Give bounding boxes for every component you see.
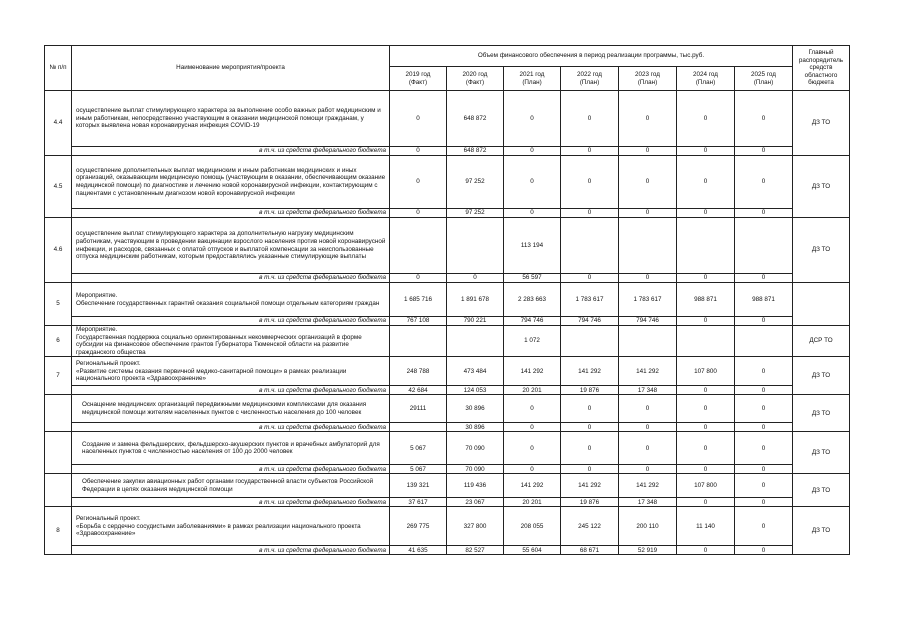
fed-value-cell: 97 252	[447, 209, 504, 218]
fed-value-cell: 0	[504, 209, 561, 218]
header-year	[447, 67, 504, 91]
table-row	[45, 283, 850, 317]
fed-value-cell: 41 635	[390, 546, 447, 555]
fed-value-cell: 0	[735, 498, 793, 507]
value-cell: 0	[735, 395, 793, 423]
value-cell: 208 055	[504, 507, 561, 546]
row-number: 8	[45, 507, 72, 555]
fed-budget-label: в т.ч. из средств федерального бюджета	[72, 546, 390, 555]
value-cell: 0	[735, 474, 793, 498]
fed-value-cell: 0	[561, 209, 619, 218]
header-year-kind: (План)	[579, 78, 600, 86]
header-year-label: 2023 год	[635, 70, 660, 78]
value-cell: 1 072	[504, 326, 561, 357]
value-cell: 0	[390, 156, 447, 209]
manager-cell: ДЗ ТО	[793, 218, 850, 283]
fed-value-cell: 0	[677, 465, 735, 474]
manager-cell	[793, 283, 850, 326]
manager-cell: ДЗ ТО	[793, 357, 850, 395]
value-cell	[447, 326, 504, 357]
fed-value-cell: 0	[561, 465, 619, 474]
table-row	[45, 474, 850, 498]
header-year-label: 2020 год	[462, 70, 488, 78]
value-cell: 0	[677, 395, 735, 423]
header-year-kind: (План)	[695, 78, 716, 86]
header-year	[735, 67, 793, 91]
table-row	[45, 156, 850, 209]
fed-value-cell: 0	[447, 274, 504, 283]
fed-value-cell: 17 348	[619, 498, 677, 507]
value-cell: 0	[561, 432, 619, 465]
value-cell: 141 292	[504, 474, 561, 498]
value-cell: 0	[677, 91, 735, 147]
value-cell: 139 321	[390, 474, 447, 498]
value-cell	[561, 326, 619, 357]
fed-budget-label: в т.ч. из средств федерального бюджета	[72, 423, 390, 432]
value-cell: 2 283 663	[504, 283, 561, 317]
fed-value-cell: 794 746	[561, 317, 619, 326]
fed-budget-row	[45, 465, 850, 474]
fed-value-cell: 0	[735, 546, 793, 555]
funding-table-container	[44, 45, 849, 555]
value-cell	[735, 326, 793, 357]
fed-value-cell: 23 067	[447, 498, 504, 507]
fed-value-cell: 0	[677, 274, 735, 283]
fed-value-cell: 30 896	[447, 423, 504, 432]
manager-cell: ДЗ ТО	[793, 432, 850, 474]
fed-value-cell: 0	[390, 274, 447, 283]
value-cell: 0	[390, 91, 447, 147]
fed-value-cell: 0	[504, 147, 561, 156]
fed-budget-label: в т.ч. из средств федерального бюджета	[72, 147, 390, 156]
header-year	[561, 67, 619, 91]
fed-value-cell: 0	[735, 423, 793, 432]
header-year-label: 2025 год	[751, 70, 776, 78]
fed-budget-row	[45, 498, 850, 507]
table-row	[45, 432, 850, 465]
fed-value-cell: 20 201	[504, 498, 561, 507]
value-cell: 648 872	[447, 91, 504, 147]
value-cell: 0	[735, 357, 793, 386]
fed-value-cell: 68 671	[561, 546, 619, 555]
value-cell: 0	[504, 395, 561, 423]
table-row	[45, 357, 850, 386]
value-cell: 141 292	[619, 357, 677, 386]
fed-value-cell: 19 876	[561, 386, 619, 395]
table-row	[45, 507, 850, 546]
table-row	[45, 326, 850, 357]
fed-value-cell: 767 108	[390, 317, 447, 326]
value-cell: 0	[735, 432, 793, 465]
value-cell: 0	[677, 156, 735, 209]
header-year-label: 2021 год	[519, 70, 545, 78]
fed-budget-label: в т.ч. из средств федерального бюджета	[72, 498, 390, 507]
value-cell: 107 800	[677, 357, 735, 386]
value-cell: 107 800	[677, 474, 735, 498]
row-name: Создание и замена фельдшерских, фельдшерско-акушерских пунктов и врачебных амбулаторий для населенных пунктов с численностью населения от 100 до 2000 человек	[72, 432, 390, 465]
fed-budget-row	[45, 386, 850, 395]
header-year-label: 2024 год	[693, 70, 718, 78]
row-name: Оснащение медицинских организаций передвижными медицинскими комплексами для оказания медицинской помощи жителям населенных пунктов с численностью населения до 100 человек	[72, 395, 390, 423]
manager-cell: ДЗ ТО	[793, 156, 850, 218]
fed-value-cell: 0	[677, 209, 735, 218]
value-cell: 988 871	[735, 283, 793, 317]
fed-value-cell: 794 746	[619, 317, 677, 326]
header-year-label: 2022 год	[577, 70, 602, 78]
fed-value-cell: 0	[619, 147, 677, 156]
header-year	[677, 67, 735, 91]
value-cell: 141 292	[619, 474, 677, 498]
value-cell: 473 484	[447, 357, 504, 386]
row-name: Мероприятие. Государственная поддержка социально ориентированных некоммерческих организаций в форме субсидии на финансовое обеспечение грантов Губернатора Тюменской области на развитие гражданского общества	[72, 326, 390, 357]
fed-budget-row	[45, 274, 850, 283]
value-cell: 29111	[390, 395, 447, 423]
value-cell: 0	[619, 395, 677, 423]
fed-value-cell: 0	[735, 147, 793, 156]
row-name: Региональный проект. «Борьба с сердечно сосудистыми заболеваниями» в рамках реализации национального проекта «Здравоохранение»	[72, 507, 390, 546]
value-cell: 0	[561, 395, 619, 423]
value-cell: 248 788	[390, 357, 447, 386]
value-cell: 0	[619, 432, 677, 465]
fed-value-cell: 0	[619, 274, 677, 283]
fed-value-cell: 0	[677, 498, 735, 507]
value-cell: 0	[735, 156, 793, 209]
fed-value-cell: 0	[561, 274, 619, 283]
value-cell	[447, 218, 504, 274]
fed-value-cell: 19 876	[561, 498, 619, 507]
value-cell: 988 871	[677, 283, 735, 317]
value-cell: 0	[504, 156, 561, 209]
row-name: Обеспечение закупки авиационных работ органами государственной власти субъектов Российской Федерации в целях оказания медицинской помощи	[72, 474, 390, 498]
fed-budget-row	[45, 209, 850, 218]
fed-value-cell: 0	[735, 317, 793, 326]
value-cell: 0	[735, 507, 793, 546]
fed-budget-label: в т.ч. из средств федерального бюджета	[72, 209, 390, 218]
value-cell	[619, 326, 677, 357]
row-name: осуществление выплат стимулирующего характера за дополнительную нагрузку медицинским работникам, участвующим в проведении вакцинации взрослого населения против новой коронавирусной инфекции, и расходов, связанных с оплатой отпусков и выплатой компенсации за неиспользованные отпуска медицинским работникам, которым предоставлялись указанные стимулирующие выплаты	[72, 218, 390, 274]
row-number: 6	[45, 326, 72, 357]
manager-cell: ДЗ ТО	[793, 474, 850, 507]
fed-value-cell: 0	[619, 465, 677, 474]
fed-value-cell: 0	[677, 317, 735, 326]
fed-value-cell: 0	[504, 465, 561, 474]
header-funding: Объем финансового обеспечения в период реализации программы, тыс.руб.	[390, 46, 793, 67]
value-cell: 0	[677, 432, 735, 465]
value-cell	[619, 218, 677, 274]
row-name: Мероприятие. Обеспечение государственных гарантий оказания социальной помощи отдельным категориям граждан	[72, 283, 390, 317]
value-cell: 1 783 617	[561, 283, 619, 317]
fed-value-cell: 5 067	[390, 465, 447, 474]
value-cell: 141 292	[561, 474, 619, 498]
fed-budget-row	[45, 317, 850, 326]
value-cell	[390, 326, 447, 357]
value-cell: 200 110	[619, 507, 677, 546]
value-cell: 0	[561, 156, 619, 209]
value-cell: 70 090	[447, 432, 504, 465]
fed-value-cell: 20 201	[504, 386, 561, 395]
fed-budget-label: в т.ч. из средств федерального бюджета	[72, 317, 390, 326]
value-cell: 245 122	[561, 507, 619, 546]
fed-value-cell: 0	[561, 147, 619, 156]
fed-value-cell: 0	[619, 423, 677, 432]
manager-cell: ДСР ТО	[793, 326, 850, 357]
value-cell: 119 436	[447, 474, 504, 498]
row-number	[45, 474, 72, 507]
value-cell: 1 891 678	[447, 283, 504, 317]
row-number	[45, 432, 72, 474]
fed-value-cell: 0	[561, 423, 619, 432]
value-cell: 141 292	[504, 357, 561, 386]
row-number: 4.4	[45, 91, 72, 156]
value-cell	[677, 326, 735, 357]
header-year	[619, 67, 677, 91]
header-year-kind: (Факт)	[408, 78, 428, 86]
value-cell: 5 067	[390, 432, 447, 465]
fed-value-cell: 790 221	[447, 317, 504, 326]
header-year-kind: (План)	[522, 78, 542, 86]
fed-value-cell: 0	[735, 465, 793, 474]
manager-cell: ДЗ ТО	[793, 91, 850, 156]
header-year-label: 2019 год	[405, 70, 431, 78]
value-cell: 30 896	[447, 395, 504, 423]
value-cell: 0	[504, 91, 561, 147]
header-year-kind: (Факт)	[465, 78, 485, 86]
fed-budget-row	[45, 546, 850, 555]
value-cell: 0	[561, 91, 619, 147]
value-cell: 1 783 617	[619, 283, 677, 317]
fed-budget-label: в т.ч. из средств федерального бюджета	[72, 386, 390, 395]
header-year	[390, 67, 447, 91]
fed-value-cell: 0	[677, 147, 735, 156]
header-manager: Главный распорядитель средств областного бюджета	[793, 46, 850, 91]
header-year-kind: (План)	[637, 78, 658, 86]
value-cell: 0	[735, 91, 793, 147]
value-cell: 0	[504, 432, 561, 465]
fed-value-cell: 56 597	[504, 274, 561, 283]
value-cell: 0	[619, 91, 677, 147]
fed-value-cell: 70 090	[447, 465, 504, 474]
fed-value-cell: 0	[735, 386, 793, 395]
row-name: осуществление выплат стимулирующего характера за выполнение особо важных работ медицинским и иным работникам, непосредственно участвующим в оказании медицинской помощи гражданам, у которых выявлена новая коронавирусная инфекция COVID-19	[72, 91, 390, 147]
fed-budget-label: в т.ч. из средств федерального бюджета	[72, 465, 390, 474]
row-name: осуществление дополнительных выплат медицинским и иным работникам медицинских и иных организаций, оказывающим медицинскую помощь (участвующим в оказании, обеспечивающим оказание медицинской помощи) по диагностике и лечению новой коронавирусной инфекции, контактирующим с пациентами с установленным диагнозом новой коронавирусной инфекции	[72, 156, 390, 209]
value-cell: 327 800	[447, 507, 504, 546]
fed-value-cell: 17 348	[619, 386, 677, 395]
fed-value-cell: 0	[677, 423, 735, 432]
fed-value-cell: 124 053	[447, 386, 504, 395]
value-cell	[390, 218, 447, 274]
fed-budget-label: в т.ч. из средств федерального бюджета	[72, 274, 390, 283]
row-number: 7	[45, 357, 72, 395]
value-cell: 141 292	[561, 357, 619, 386]
header-name: Наименование мероприятия/проекта	[72, 46, 390, 91]
fed-value-cell: 0	[677, 546, 735, 555]
row-name: Региональный проект. «Развитие системы оказания первичной медико-санитарной помощи» в рамках реализации национального проекта «Здравоохранение»	[72, 357, 390, 386]
value-cell: 113 194	[504, 218, 561, 274]
table-row	[45, 91, 850, 147]
fed-value-cell	[390, 423, 447, 432]
fed-value-cell: 52 919	[619, 546, 677, 555]
fed-budget-row	[45, 147, 850, 156]
value-cell: 0	[619, 156, 677, 209]
table-row	[45, 218, 850, 274]
fed-value-cell: 794 746	[504, 317, 561, 326]
value-cell: 11 140	[677, 507, 735, 546]
value-cell: 1 685 716	[390, 283, 447, 317]
row-number: 4.5	[45, 156, 72, 218]
value-cell	[735, 218, 793, 274]
fed-value-cell: 42 684	[390, 386, 447, 395]
fed-value-cell: 82 527	[447, 546, 504, 555]
fed-value-cell: 648 872	[447, 147, 504, 156]
fed-budget-row	[45, 423, 850, 432]
fed-value-cell: 55 604	[504, 546, 561, 555]
fed-value-cell: 0	[390, 147, 447, 156]
value-cell	[561, 218, 619, 274]
header-year-kind: (План)	[753, 78, 774, 86]
manager-cell: ДЗ ТО	[793, 507, 850, 555]
fed-value-cell: 0	[619, 209, 677, 218]
value-cell: 97 252	[447, 156, 504, 209]
fed-value-cell: 0	[735, 274, 793, 283]
row-number: 5	[45, 283, 72, 326]
value-cell	[677, 218, 735, 274]
value-cell: 269 775	[390, 507, 447, 546]
fed-value-cell: 0	[735, 209, 793, 218]
row-number: 4.6	[45, 218, 72, 283]
fed-value-cell: 0	[390, 209, 447, 218]
funding-table	[44, 45, 850, 555]
header-year	[504, 67, 561, 91]
fed-value-cell: 0	[504, 423, 561, 432]
fed-value-cell: 0	[677, 386, 735, 395]
header-number: № п/п	[45, 46, 72, 91]
table-row	[45, 395, 850, 423]
fed-value-cell: 37 617	[390, 498, 447, 507]
manager-cell: ДЗ ТО	[793, 395, 850, 432]
row-number	[45, 395, 72, 432]
